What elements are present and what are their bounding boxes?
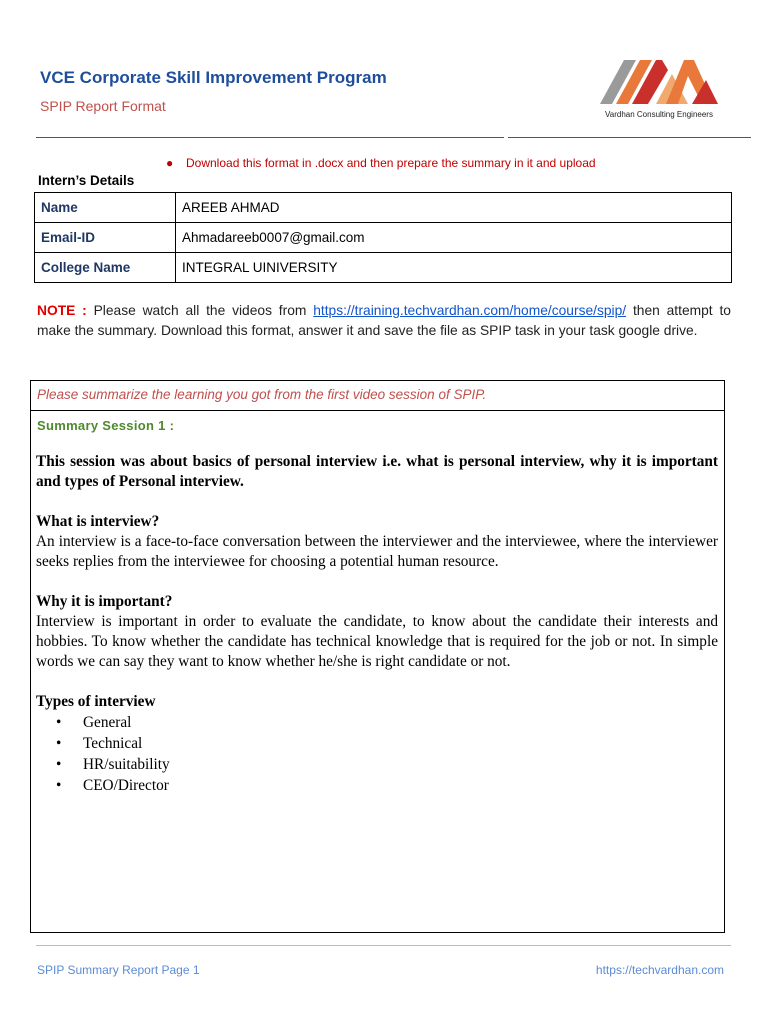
what-is-interview-heading: What is interview?	[36, 513, 160, 530]
bullet-icon: •	[56, 777, 62, 794]
list-item: • CEO/Director	[56, 777, 169, 794]
table-row	[35, 223, 732, 253]
table-row	[35, 253, 732, 283]
list-item: • Technical	[56, 735, 143, 752]
logo-mark-icon	[596, 54, 722, 110]
note-paragraph	[37, 301, 731, 341]
summary-body	[36, 452, 718, 796]
bullet-icon: ●	[166, 156, 174, 170]
program-title: VCE Corporate Skill Improvement Program	[40, 68, 387, 87]
name-value: AREEB AHMAD	[176, 193, 732, 223]
why-important-text: Interview is important in order to evaluate the candidate, to know about the candidate their interests and hobbies. To know whether the candidate has technical knowledge that is required for the job or not. In simple words we can say they want to know whether he/she is right candidate or not.	[36, 613, 718, 670]
what-is-interview-text: An interview is a face-to-face conversation between the interviewer and the interviewee, where the interviewer seeks replies from the interviewee for choosing a potential human resource.	[36, 533, 718, 570]
college-value: INTEGRAL UINIVERSITY	[176, 253, 732, 283]
note-text-before-link: Please watch all the videos from	[86, 303, 314, 318]
college-label: College Name	[35, 253, 176, 283]
list-item: • HR/suitability	[56, 756, 170, 773]
name-label: Name	[35, 193, 176, 223]
intern-details-table	[34, 192, 732, 283]
types-heading: Types of interview	[36, 693, 156, 710]
types-list	[36, 712, 718, 796]
summary-session-label: Summary Session 1 :	[37, 418, 175, 433]
spip-training-link[interactable]: https://training.techvardhan.com/home/course/spip/	[313, 303, 627, 318]
note-label: NOTE :	[37, 303, 87, 318]
vce-logo	[596, 54, 722, 122]
list-item: • General	[56, 714, 132, 731]
interns-details-heading: Intern’s Details	[38, 173, 135, 188]
footer-website-link[interactable]: https://techvardhan.com	[595, 963, 724, 977]
logo-company-name: Vardhan Consulting Engineers	[605, 110, 713, 119]
table-row	[35, 193, 732, 223]
note-text-after-link: then attempt to make the summary. Download this format, answer it and save the file as SPIP task in your task google drive.	[37, 303, 731, 338]
bullet-icon: •	[56, 735, 62, 752]
summary-intro: This session was about basics of personal interview i.e. what is personal interview, why it is important and types of Personal interview.	[36, 453, 718, 490]
why-important-heading: Why it is important?	[36, 593, 173, 610]
summary-box	[30, 380, 725, 933]
bullet-icon: •	[56, 756, 62, 773]
email-label: Email-ID	[35, 223, 176, 253]
download-instruction	[166, 156, 596, 170]
header-divider-left	[36, 137, 504, 138]
footer-divider	[36, 945, 731, 946]
header-divider-right	[508, 137, 751, 138]
summary-prompt: Please summarize the learning you got from the first video session of SPIP.	[31, 381, 724, 411]
download-instruction-text: Download this format in .docx and then prepare the summary in it and upload	[186, 156, 596, 170]
email-value: Ahmadareeb0007@gmail.com	[176, 223, 732, 253]
footer-page-label: SPIP Summary Report Page 1	[37, 963, 200, 977]
bullet-icon: •	[56, 714, 62, 731]
report-format-subtitle: SPIP Report Format	[40, 98, 166, 114]
